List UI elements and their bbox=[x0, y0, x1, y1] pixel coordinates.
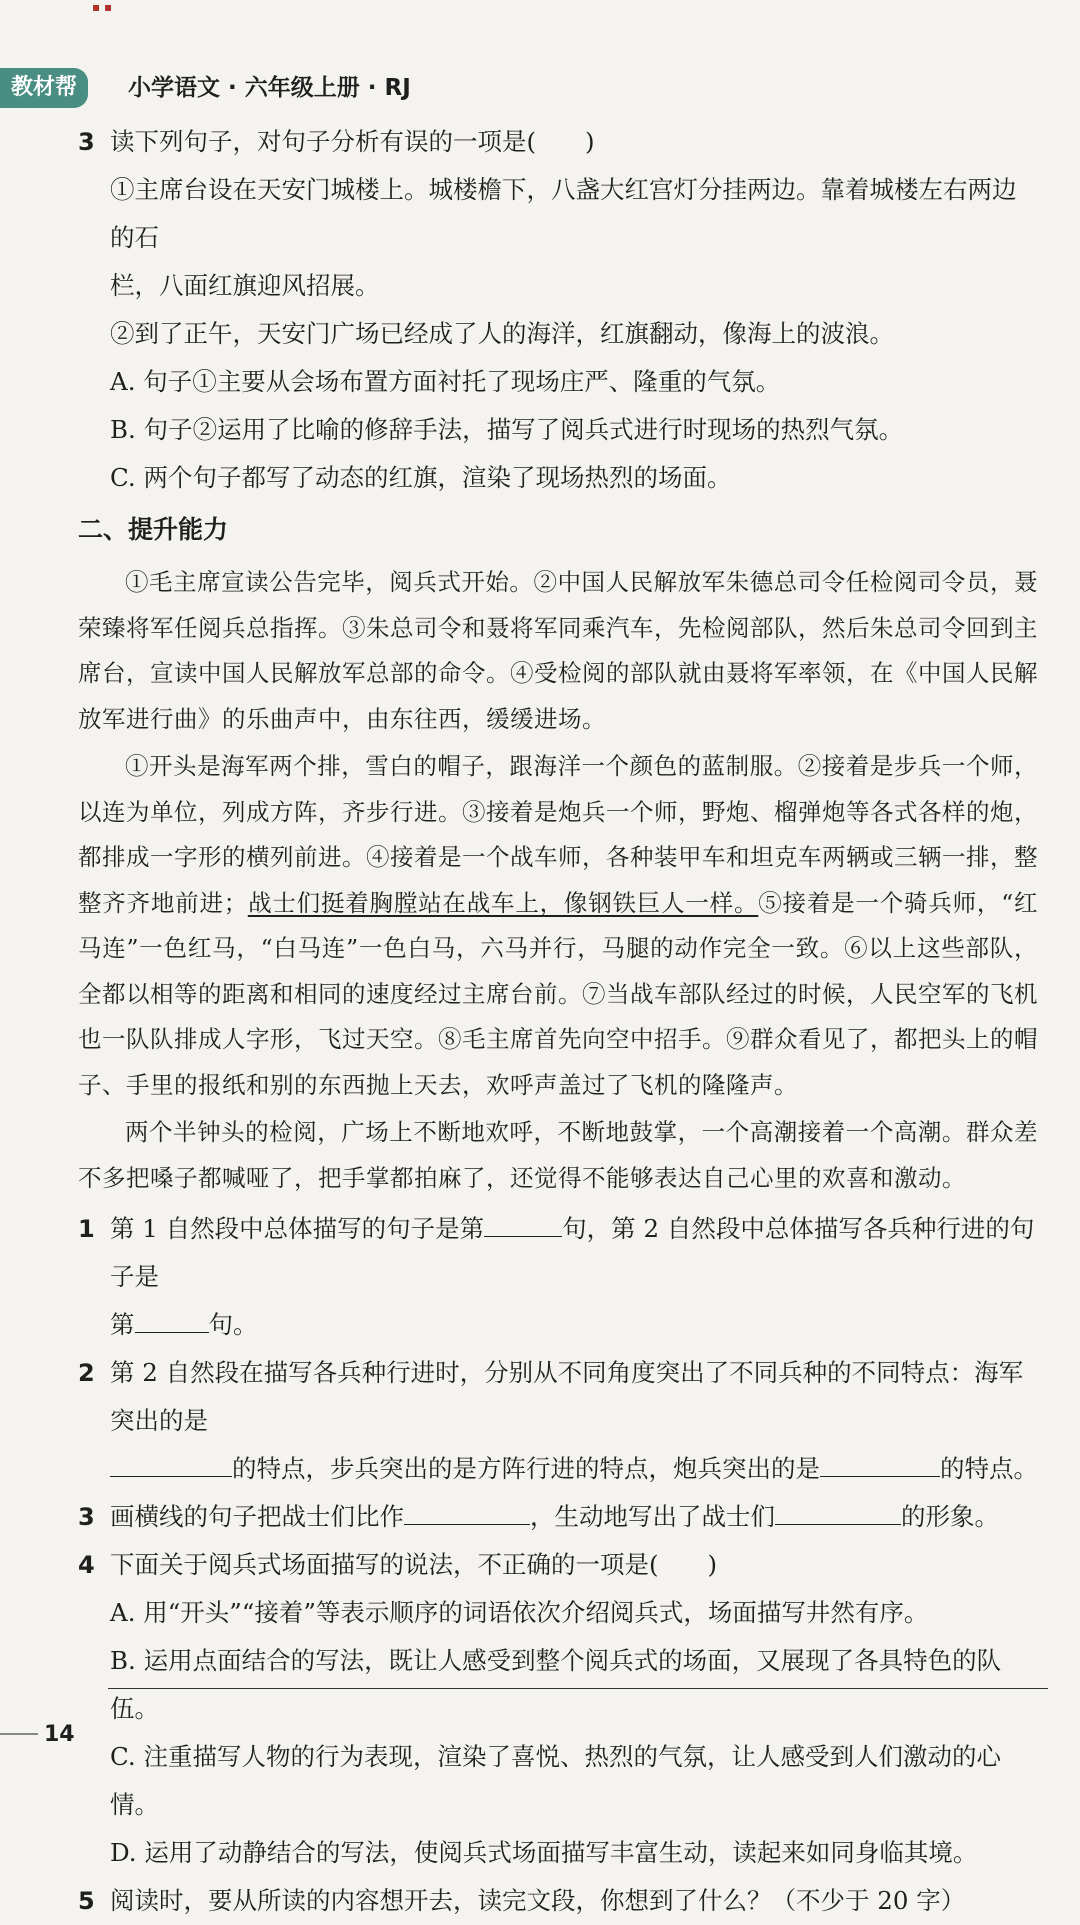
passage-paragraph-2 bbox=[78, 744, 1038, 1108]
answer-blank[interactable] bbox=[110, 1452, 232, 1477]
page-content bbox=[78, 118, 1038, 1925]
question-4 bbox=[78, 1541, 1038, 1589]
option-a: A. 句子①主要从会场布置方面衬托了现场庄严、隆重的气氛。 bbox=[110, 367, 781, 396]
question-number: 2 bbox=[78, 1359, 95, 1387]
page-number: 14 bbox=[44, 1722, 75, 1747]
q3-text-a: 画横线的句子把战士们比作 bbox=[110, 1502, 404, 1531]
p2-after: ⑤接着是一个骑兵师，“红马连”一色红马，“白马连”一色白马，六马并行，马腿的动作完全一致。⑥以上这些部队，全都以相等的距离和相同的速度经过主席台前。⑦当战车部队经过的时候，人民空军的飞机也一队队排成人字形，飞过天空。⑧毛主席首先向空中招手。⑨群众看见了，都把头上的帽子、手里的报纸和别的东西抛上天去，欢呼声盖过了飞机的隆隆声。 bbox=[78, 888, 1039, 1099]
passage-paragraph-3: 两个半钟头的检阅，广场上不断地欢呼，不断地鼓掌，一个高潮接着一个高潮。群众差不多把嗓子都喊哑了，把手掌都拍麻了，还觉得不能够表达自己心里的欢喜和激动。 bbox=[78, 1118, 1038, 1192]
answer-blank[interactable] bbox=[775, 1500, 901, 1525]
question-3-top bbox=[78, 118, 1038, 166]
top-edge-mark: ▪ ▪ bbox=[92, 0, 113, 14]
question-3 bbox=[78, 1493, 1038, 1541]
sentence-1a: ①主席台设在天安门城楼上。城楼檐下，八盏大红宫灯分挂两边。靠着城楼左右两边的石 bbox=[110, 175, 1017, 252]
question-number: 4 bbox=[78, 1551, 95, 1579]
sentence-2: ②到了正午，天安门广场已经成了人的海洋，红旗翻动，像海上的波浪。 bbox=[110, 319, 894, 348]
option-c: C. 两个句子都写了动态的红旗，渲染了现场热烈的场面。 bbox=[110, 463, 732, 492]
page-number-bar bbox=[0, 1733, 38, 1735]
sentence-1b: 栏，八面红旗迎风招展。 bbox=[110, 271, 380, 300]
passage-paragraph-1: ①毛主席宣读公告完毕，阅兵式开始。②中国人民解放军朱德总司令任检阅司令员，聂荣臻将军任阅兵总指挥。③朱总司令和聂将军同乘汽车，先检阅部队，然后朱总司令回到主席台，宣读中国人民解放军总部的命令。④受检阅的部队就由聂将军率领，在《中国人民解放军进行曲》的乐曲声中，由东往西，缓缓进场。 bbox=[78, 568, 1038, 733]
q2-text-a: 第 2 自然段在描写各兵种行进时，分别从不同角度突出了不同兵种的不同特点：海军突出的是 bbox=[110, 1358, 1024, 1435]
answer-blank[interactable] bbox=[404, 1500, 530, 1525]
question-1 bbox=[78, 1205, 1038, 1349]
q1-text-b: 句，第 2 自然段中总体描写各兵种行进的句子是 bbox=[110, 1214, 1035, 1291]
question-5 bbox=[78, 1877, 1038, 1925]
question-number: 3 bbox=[78, 128, 95, 156]
brand-tab: 教材帮 bbox=[0, 68, 88, 108]
question-number: 5 bbox=[78, 1887, 95, 1915]
answer-blank[interactable] bbox=[484, 1212, 562, 1237]
q2-text-c: 的特点。 bbox=[940, 1454, 1038, 1483]
option-c: C. 注重描写人物的行为表现，渲染了喜悦、热烈的气氛，让人感受到人们激动的心情。 bbox=[110, 1742, 1001, 1819]
underlined-sentence: 战士们挺着胸膛站在战车上，像钢铁巨人一样。 bbox=[247, 888, 759, 917]
answer-line[interactable] bbox=[108, 1688, 1048, 1689]
q1-text-d: 句。 bbox=[208, 1310, 258, 1339]
question-number: 1 bbox=[78, 1215, 95, 1243]
question-stem: 阅读时，要从所读的内容想开去，读完文段，你想到了什么？（不少于 20 字） bbox=[110, 1886, 966, 1915]
question-2 bbox=[78, 1349, 1038, 1493]
question-stem: 读下列句子，对句子分析有误的一项是( ) bbox=[110, 127, 595, 156]
question-number: 3 bbox=[78, 1503, 95, 1531]
option-b: B. 句子②运用了比喻的修辞手法，描写了阅兵式进行时现场的热烈气氛。 bbox=[110, 415, 904, 444]
q3-text-c: 的形象。 bbox=[901, 1502, 999, 1531]
book-title: 小学语文 · 六年级上册 · RJ bbox=[128, 75, 411, 101]
option-a: A. 用“开头”“接着”等表示顺序的词语依次介绍阅兵式，场面描写井然有序。 bbox=[110, 1598, 929, 1627]
q2-text-b: 的特点，步兵突出的是方阵行进的特点，炮兵突出的是 bbox=[232, 1454, 820, 1483]
q1-text-c: 第 bbox=[110, 1310, 135, 1339]
question-stem: 下面关于阅兵式场面描写的说法，不正确的一项是( ) bbox=[110, 1550, 718, 1579]
q1-text-a: 第 1 自然段中总体描写的句子是第 bbox=[110, 1214, 485, 1243]
q3-text-b: ，生动地写出了战士们 bbox=[530, 1502, 775, 1531]
answer-blank[interactable] bbox=[820, 1452, 940, 1477]
section-title: 二、提升能力 bbox=[78, 515, 229, 544]
page-header bbox=[0, 62, 1080, 114]
option-b: B. 运用点面结合的写法，既让人感受到整个阅兵式的场面，又展现了各具特色的队伍。 bbox=[110, 1646, 1002, 1723]
option-d: D. 运用了动静结合的写法，使阅兵式场面描写丰富生动，读起来如同身临其境。 bbox=[110, 1838, 978, 1867]
answer-blank[interactable] bbox=[135, 1308, 209, 1333]
p2-before: ①开头是海军两个排，雪白的帽子，跟海洋一个颜色的蓝制服。②接着是步兵一个师，以连为单位，列成方阵，齐步行进。③接着是炮兵一个师，野炮、榴弹炮等各式各样的炮，都排成一字形的横列前进。④接着是一个战车师，各种装甲车和坦克车两辆或三辆一排，整整齐齐地前进； bbox=[78, 752, 1038, 917]
